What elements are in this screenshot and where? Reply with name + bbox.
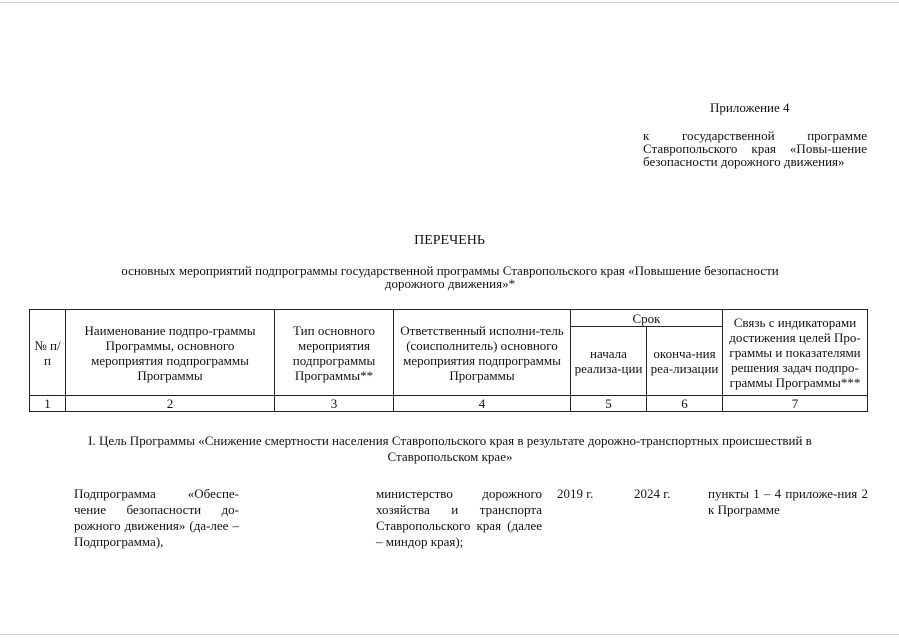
header-executor: Ответственный исполни-тель (соисполнитель) основного мероприятия подпрограммы Программы bbox=[394, 310, 571, 396]
header-type: Тип основного мероприятия подпрограммы Программы** bbox=[275, 310, 394, 396]
column-number: 3 bbox=[275, 396, 394, 412]
indicators-cell: пункты 1 – 4 приложе-ния 2 к Программе bbox=[708, 486, 868, 517]
column-number: 2 bbox=[66, 396, 275, 412]
start-year-cell: 2019 г. bbox=[557, 486, 594, 501]
header-link: Связь с индикаторами достижения целей Про-граммы и показателями решения задач подпро-граммы Программы*** bbox=[723, 310, 868, 396]
measures-table bbox=[29, 309, 868, 412]
column-number: 7 bbox=[723, 396, 868, 412]
header-num: № п/п bbox=[30, 310, 66, 396]
appendix-label: Приложение 4 bbox=[710, 100, 790, 115]
column-number-row bbox=[30, 396, 868, 412]
section-heading: I. Цель Программы «Снижение смертности населения Ставропольского края в результате дорожно-транспортных происшествий в Ставропольском крае» bbox=[88, 433, 812, 464]
subprogram-cell: Подпрограмма «Обеспе-чение безопасности до-рожного движения» (да-лее – Подпрограмма), bbox=[74, 486, 239, 549]
header-term-end: оконча-ния реа-лизации bbox=[647, 327, 723, 396]
header-term: Срок bbox=[571, 310, 723, 327]
document-subtitle: основных мероприятий подпрограммы государственной программы Ставропольского края «Повышение безопасности дорожного движения»* bbox=[121, 263, 779, 291]
table-header-row bbox=[30, 310, 868, 327]
appendix-note: к государственной программе Ставропольского края «Повы-шение безопасности дорожного движения» bbox=[643, 128, 867, 169]
column-number: 1 bbox=[30, 396, 66, 412]
scan-edge-bottom bbox=[0, 634, 899, 635]
column-number: 6 bbox=[647, 396, 723, 412]
header-name: Наименование подпро-граммы Программы, основного мероприятия подпрограммы Программы bbox=[66, 310, 275, 396]
column-number: 4 bbox=[394, 396, 571, 412]
scan-edge-top bbox=[0, 2, 899, 3]
header-term-start: начала реализа-ции bbox=[571, 327, 647, 396]
end-year-cell: 2024 г. bbox=[634, 486, 671, 501]
executor-cell: министерство дорожного хозяйства и транспорта Ставропольского края (далее – миндор края); bbox=[376, 486, 542, 549]
column-number: 5 bbox=[571, 396, 647, 412]
document-title: ПЕРЕЧЕНЬ bbox=[414, 233, 485, 248]
